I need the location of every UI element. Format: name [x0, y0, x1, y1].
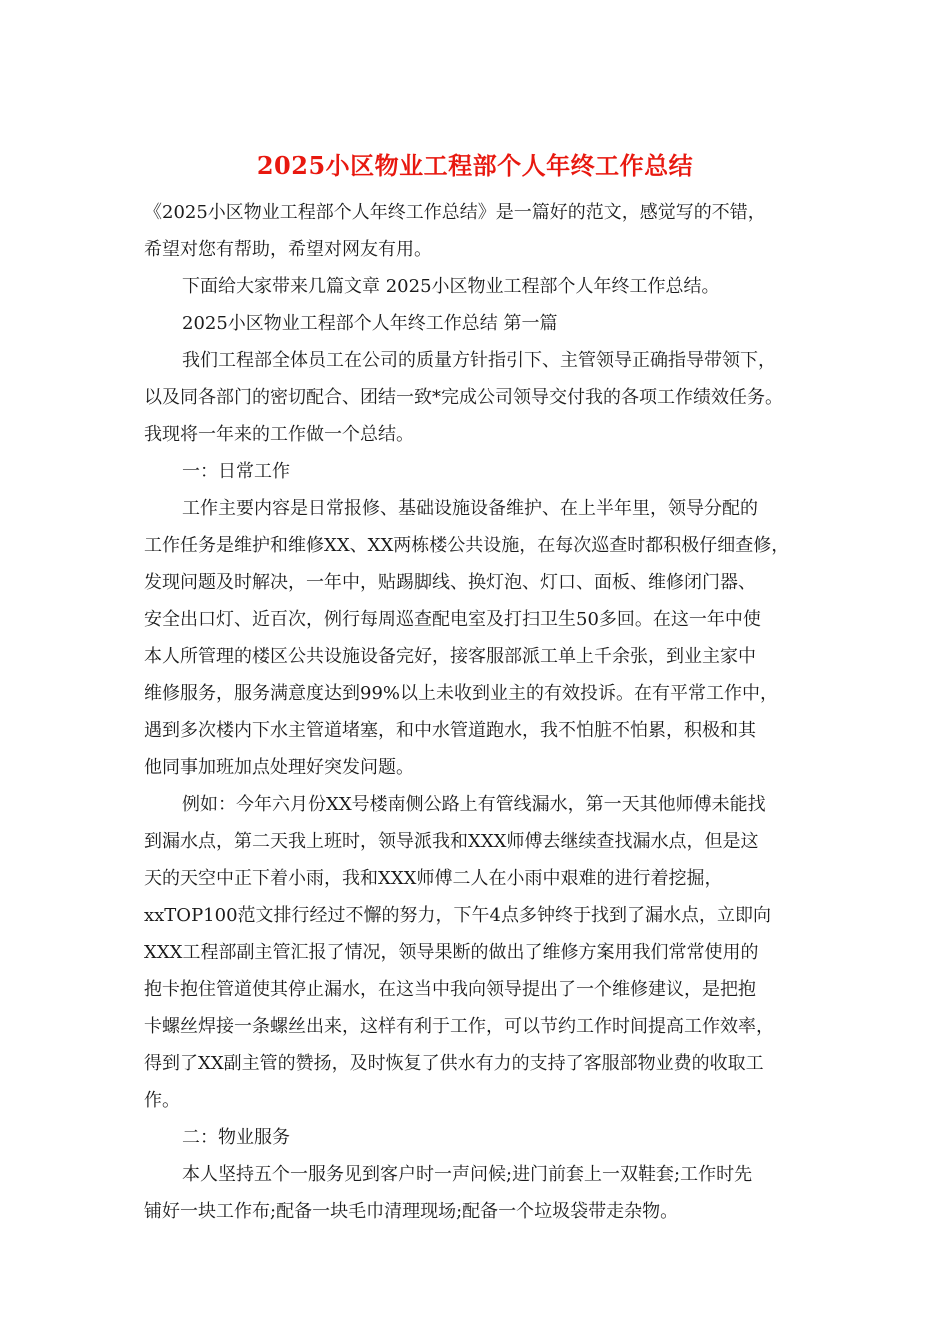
- text-line: 本人所管理的楼区公共设施设备完好，接客服部派工单上千余张，到业主家中: [144, 646, 756, 667]
- text-line: 《2025小区物业工程部个人年终工作总结》是一篇好的范文，感觉写的不错，: [144, 202, 766, 223]
- text-line: 维修服务，服务满意度达到99%以上未收到业主的有效投诉。在有平常工作中，: [144, 683, 779, 704]
- text-line: 工作任务是维护和维修XX、XX两栋楼公共设施，在每次巡查时都积极仔细查修，: [144, 535, 790, 556]
- text-line: 二：物业服务: [182, 1127, 290, 1148]
- text-line: XXX工程部副主管汇报了情况，领导果断的做出了维修方案用我们常常使用的: [144, 942, 759, 963]
- text-line: 下面给大家带来几篇文章 2025小区物业工程部个人年终工作总结。: [182, 276, 720, 297]
- text-line: 遇到多次楼内下水主管道堵塞，和中水管道跑水，我不怕脏不怕累，积极和其: [144, 720, 756, 741]
- document-body: [144, 194, 824, 1230]
- text-line: 以及同各部门的密切配合、团结一致*完成公司领导交付我的各项工作绩效任务。: [144, 387, 783, 408]
- text-line: 一：日常工作: [182, 461, 290, 482]
- text-line: 抱卡抱住管道使其停止漏水，在这当中我向领导提出了一个维修建议，是把抱: [144, 979, 756, 1000]
- text-line: 天的天空中正下着小雨，我和XXX师傅二人在小雨中艰难的进行着挖掘，: [144, 868, 723, 889]
- text-line: 我现将一年来的工作做一个总结。: [144, 424, 414, 445]
- text-line: 作。: [144, 1090, 180, 1111]
- text-line: 铺好一块工作布;配备一块毛巾清理现场;配备一个垃圾袋带走杂物。: [144, 1201, 679, 1222]
- text-line: 我们工程部全体员工在公司的质量方针指引下、主管领导正确指导带领下，: [182, 350, 776, 371]
- text-line: 希望对您有帮助，希望对网友有用。: [144, 239, 432, 260]
- document-title: 2025小区物业工程部个人年终工作总结: [256, 151, 694, 180]
- text-line: xxTOP100范文排行经过不懈的努力，下午4点多钟终于找到了漏水点，立即向: [144, 905, 771, 926]
- text-line: 得到了XX副主管的赞扬，及时恢复了供水有力的支持了客服部物业费的收取工: [144, 1053, 764, 1074]
- text-line: 2025小区物业工程部个人年终工作总结 第一篇: [182, 313, 558, 334]
- text-line: 到漏水点，第二天我上班时，领导派我和XXX师傅去继续查找漏水点，但是这: [144, 831, 759, 852]
- text-line: 安全出口灯、近百次，例行每周巡查配电室及打扫卫生50多回。在这一年中使: [144, 609, 761, 630]
- text-line: 发现问题及时解决，一年中，贴踢脚线、换灯泡、灯口、面板、维修闭门器、: [144, 572, 756, 593]
- text-line: 他同事加班加点处理好突发问题。: [144, 757, 414, 778]
- text-line: 本人坚持五个一服务见到客户时一声问候;进门前套上一双鞋套;工作时先: [182, 1164, 753, 1185]
- text-line: 工作主要内容是日常报修、基础设施设备维护、在上半年里，领导分配的: [182, 498, 758, 519]
- text-line: 卡螺丝焊接一条螺丝出来，这样有利于工作，可以节约工作时间提高工作效率，: [144, 1016, 774, 1037]
- text-line: 例如：今年六月份XX号楼南侧公路上有管线漏水，第一天其他师傅未能找: [182, 794, 766, 815]
